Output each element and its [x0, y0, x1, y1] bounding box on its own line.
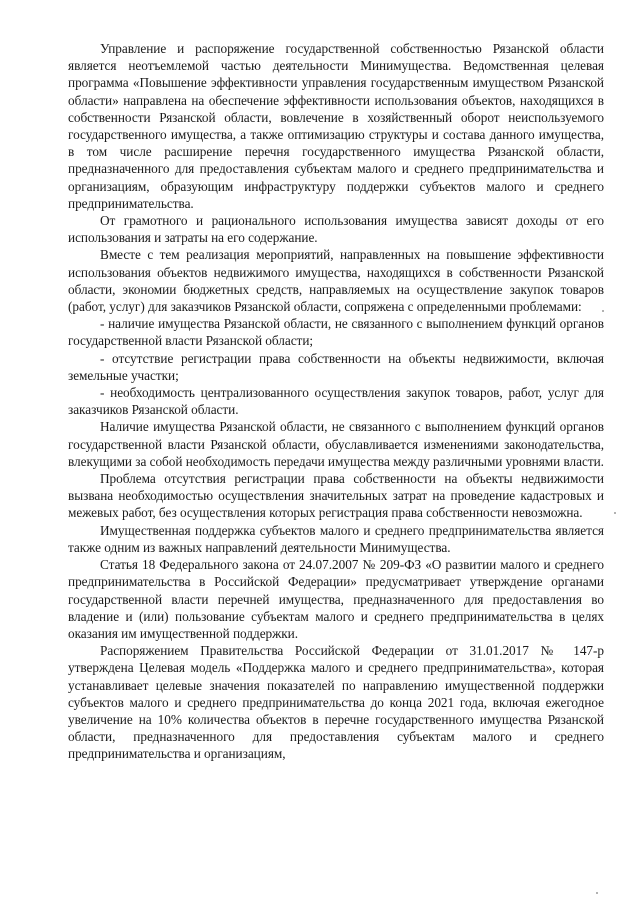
scan-speck [614, 512, 616, 514]
list-item-problem-1: - наличие имущества Рязанской области, не связанного с выполнением функций органов государственной власти Рязанской области; [68, 316, 604, 349]
list-item-problem-3: - необходимость централизованного осуществления закупок товаров, работ, услуг для заказчиков Рязанской области. [68, 385, 604, 418]
paragraph-unrelated-property: Наличие имущества Рязанской области, не связанного с выполнением функций органов государственной власти Рязанской области, обуславливается изменениями законодательства, влекущими за собой необходимость передачи имущества между различными уровнями власти. [68, 419, 604, 469]
paragraph-management-intro: Управление и распоряжение государственной собственностью Рязанской области является неотъемлемой частью деятельности Минимущества. Ведомственная целевая программа «Повышение эффективности управления государственным имуществом Рязанской области» направлена на обеспечение эффективности использования объектов, находящихся в собственности Рязанской области, вовлечение в хозяйственный оборот неиспользуемого государственного имущества, а также оптимизацию структуры и состава данного имущества, в том числе расширение перечня государственного имущества Рязанской области, предназначенного для предоставления субъектам малого и среднего предпринимательства и организациям, образующим инфраструктуру поддержки субъектов малого и среднего предпринимательства. [68, 41, 604, 211]
scan-speck [596, 892, 598, 894]
scan-speck [602, 310, 604, 312]
paragraph-income-dependency: От грамотного и рационального использования имущества зависят доходы от его использования и затраты на его содержание. [68, 213, 604, 246]
list-item-problem-2: - отсутствие регистрации права собственности на объекты недвижимости, включая земельные участки; [68, 350, 604, 383]
paragraph-problems-intro: Вместе с тем реализация мероприятий, направленных на повышение эффективности использования объектов недвижимого имущества, находящихся в собственности Рязанской области, экономии бюджетных средств, направляемых на осуществление закупок товаров (работ, услуг) для заказчиков Рязанской области, сопряжена с определенными проблемами: [68, 247, 604, 315]
paragraph-federal-law-article: Статья 18 Федерального закона от 24.07.2007 № 209-ФЗ «О развитии малого и среднего предпринимательства в Российской Федерации» предусматривает утверждение органами государственной власти перечней имущества, предназначенного для предоставления во владение и (или) пользование субъектам малого и среднего предпринимательства в целях оказания им имущественной поддержки. [68, 557, 604, 641]
paragraph-sme-support: Имущественная поддержка субъектов малого и среднего предпринимательства является также одним из важных направлений деятельности Минимущества. [68, 522, 604, 555]
paragraph-government-order: Распоряжением Правительства Российской Федерации от 31.01.2017 № 147-р утверждена Целевая модель «Поддержка малого и среднего предпринимательства», которая устанавливает целевые значения показателей по направлению имущественной поддержки субъектов малого и среднего предпринимательства до конца 2021 года, включая ежегодное увеличение на 10% количества объектов в перечне государственного имущества Рязанской области, предназначенного для предоставления субъектам малого и среднего предпринимательства и организациям, [68, 643, 604, 762]
paragraph-registration-problem: Проблема отсутствия регистрации права собственности на объекты недвижимости вызвана необходимостью осуществления значительных затрат на проведение кадастровых и межевых работ, без осуществления которых регистрация права собственности невозможна. [68, 471, 604, 521]
document-body [68, 40, 604, 763]
